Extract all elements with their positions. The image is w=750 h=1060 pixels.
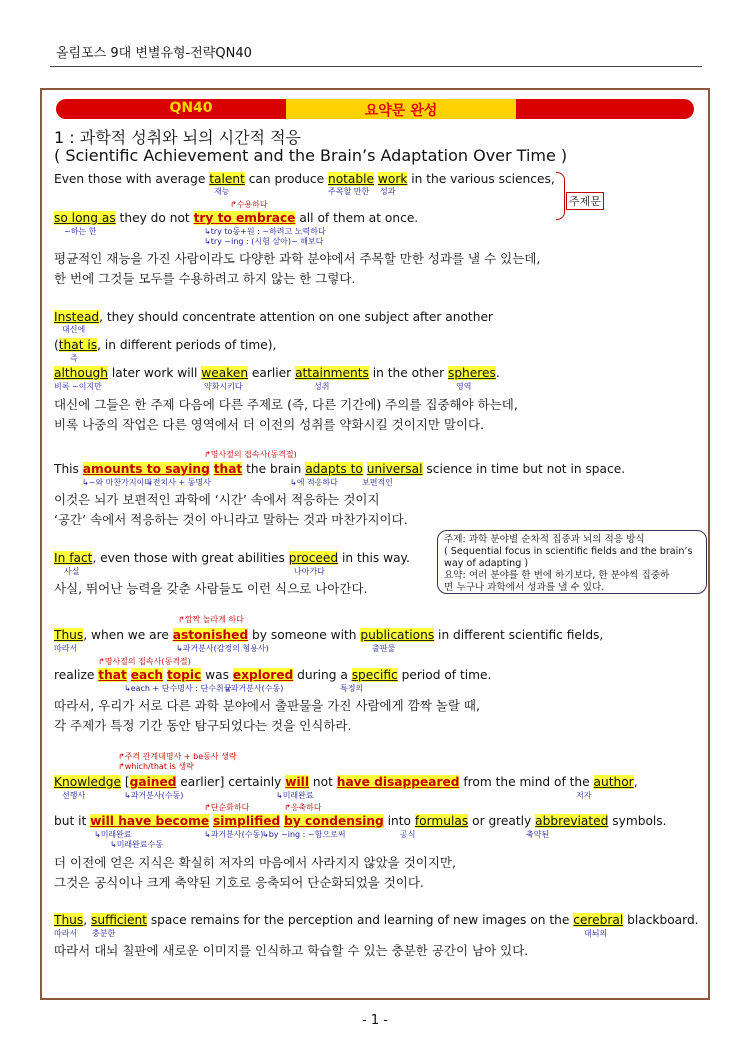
word-thus-2: Thus xyxy=(54,913,84,927)
p3-line1: This amounts to saying that the brain adapts to universal science in time but not in space. xyxy=(54,462,626,476)
gloss-each: ↳each + 단수명사 : 단수취급 xyxy=(124,684,232,693)
gloss-work: 성과 xyxy=(380,187,396,196)
gloss-weaken: 약화시키다 xyxy=(204,382,243,391)
word-try-to-embrace: try to embrace xyxy=(193,211,296,225)
word-that-2: that xyxy=(98,668,127,682)
word-proceed: proceed xyxy=(288,551,339,565)
gloss-so-long-as: ~하는 한 xyxy=(64,227,97,236)
p2-line1: Instead, they should concentrate attention on one subject after another xyxy=(54,310,493,324)
gloss-astonished: ↳과거분사(감정의 형용사) xyxy=(176,644,269,653)
p6-translation2: 그것은 공식이나 크게 축약된 기호로 응축되어 단순화되었을 것이다. xyxy=(54,875,424,890)
banner-title: 요약문 완성 xyxy=(364,103,438,119)
gloss-by-condensing: ↳by ~ing : ~함으로써 xyxy=(262,830,346,839)
p1-line1: Even those with average talent can produce notable work in the various sciences, xyxy=(54,172,555,186)
p1-line2: so long as they do not try to embrace all of them at once. xyxy=(54,211,419,225)
gloss-spheres: 영역 xyxy=(456,382,472,391)
word-explored: explored xyxy=(232,668,294,682)
word-thus: Thus xyxy=(54,628,84,642)
word-topic: topic xyxy=(166,668,202,682)
gloss-author: 저자 xyxy=(576,791,592,800)
word-astonished: astonished xyxy=(172,628,249,642)
passage-title-ko: 1 : 과학적 성취와 뇌의 시간적 적응 xyxy=(54,128,302,147)
gloss-will: ↳미래완료 xyxy=(276,791,314,800)
word-each: each xyxy=(130,668,164,682)
gloss-simplify: ↱단순화하다 xyxy=(204,803,250,812)
word-instead: Instead xyxy=(54,310,100,324)
gloss-gained: ↳과거분사(수동) xyxy=(124,791,184,800)
gloss-try1: ↳try to동+원 : ~하려고 노력하다 xyxy=(204,227,326,236)
word-sufficient: sufficient xyxy=(91,913,147,927)
summary-topic-en1: ( Sequential focus in scientific fields and the brain’s xyxy=(444,546,693,557)
word-formulas: formulas xyxy=(414,814,469,828)
word-although: although xyxy=(54,366,108,380)
gloss-amounts-to: ↳~와 마찬가지이다 xyxy=(82,478,153,487)
p5-line1: Thus, when we are astonished by someone with publications in different scientific fields, xyxy=(54,628,604,642)
word-notable: notable xyxy=(327,172,375,186)
summary-topic: 주제: 과학 분야별 순차적 집중과 뇌의 적응 방식 xyxy=(444,534,645,545)
document-header: 올림포스 9대 변별유형-전략QN40 xyxy=(56,46,252,61)
word-weaken: weaken xyxy=(201,366,249,380)
gloss-abbreviated: 축약된 xyxy=(526,830,550,839)
gloss-condense: ↱응축하다 xyxy=(284,803,322,812)
summary-gist1: 요약: 여러 분야를 한 번에 하기보다, 한 분야씩 집중하 xyxy=(444,570,670,581)
header-rule xyxy=(50,66,702,67)
p3-translation2: ‘공간’ 속에서 적응하는 것이 아니라고 말하는 것과 마찬가지이다. xyxy=(54,512,408,527)
p4-line1: In fact, even those with great abilities proceed in this way. xyxy=(54,551,410,565)
p1-translation2: 한 번에 그것들 모두를 수용하려고 하지 않는 한 그렇다. xyxy=(54,271,356,286)
word-amounts-to-saying: amounts to saying xyxy=(82,462,210,476)
gloss-which-omission: ↱which/that is 생략 xyxy=(118,762,194,771)
word-specific: specific xyxy=(351,668,398,682)
topic-label: 주제문 xyxy=(566,192,604,210)
gloss-sufficient: 충분한 xyxy=(92,929,116,938)
title-banner xyxy=(56,99,694,119)
word-spheres: spheres xyxy=(447,366,496,380)
summary-topic-en2: way of adapting ) xyxy=(444,558,529,569)
p5-translation1: 따라서, 우리가 서로 다른 과학 분야에서 출판물을 가진 사람에게 깜짝 놀랄 때, xyxy=(54,698,480,713)
gloss-will-have-passive: ↳미래완료수동 xyxy=(110,840,164,849)
p6-line1: Knowledge [gained earlier] certainly will not have disappeared from the mind of the author, xyxy=(54,775,638,789)
gloss-will-have: ↳미래완료 xyxy=(94,830,132,839)
word-knowledge: Knowledge xyxy=(54,775,121,789)
banner-code: QN40 xyxy=(169,100,213,116)
p2-translation1: 대신에 그들은 한 주제 다음에 다른 주제로 (즉, 다른 기간에) 주의를 집중해야 하는데, xyxy=(54,397,518,412)
p7-translation1: 따라서 대뇌 칠판에 새로운 이미지를 인식하고 학습할 수 있는 충분한 공간이 남아 있다. xyxy=(54,943,529,958)
gloss-thus-2: 따라서 xyxy=(54,929,78,938)
gloss-that-is: 즉 xyxy=(70,354,78,363)
summary-box xyxy=(437,530,707,594)
p5-line2: realize that each topic was explored during a specific period of time. xyxy=(54,668,492,682)
page-number: - 1 - xyxy=(362,1013,388,1028)
word-attainments: attainments xyxy=(295,366,369,380)
gloss-try2: ↳try ~ing : (시험 삼아)~ 해보다 xyxy=(204,237,324,246)
gloss-in-fact: 사실 xyxy=(64,567,80,576)
word-in-fact: In fact xyxy=(54,551,93,565)
word-will-have-become: will have become xyxy=(90,814,210,828)
word-that-is: that is xyxy=(58,338,98,352)
passage-title-en: ( Scientific Achievement and the Brain’s Adaptation Over Time ) xyxy=(54,146,568,165)
word-cerebral: cerebral xyxy=(573,913,624,927)
word-adapts-to: adapts to xyxy=(305,462,363,476)
word-that: that xyxy=(213,462,243,476)
gloss-formulas: 공식 xyxy=(400,830,416,839)
p5-translation2: 각 주제가 특정 기간 동안 탐구되었다는 것을 인식하라. xyxy=(54,718,352,733)
gloss-astonish: ↱깜짝 놀라게 하다 xyxy=(178,615,244,624)
word-have-disappeared: have disappeared xyxy=(336,775,460,789)
p4-translation1: 사실, 뛰어난 능력을 갖춘 사람들도 이런 식으로 나아간다. xyxy=(54,581,368,596)
p6-translation1: 더 이전에 얻은 지식은 확실히 저자의 마음에서 사라지지 않았을 것이지만, xyxy=(54,855,456,870)
gloss-relative-omission: ↱주격 관계대명사 + be동사 생략 xyxy=(118,752,237,761)
gloss-proceed: 나아가다 xyxy=(294,567,325,576)
gloss-attainments: 성취 xyxy=(314,382,330,391)
summary-gist2: 면 누구나 과학에서 성과를 낼 수 있다. xyxy=(444,582,605,593)
p6-line2: but it will have become simplified by condensing into formulas or greatly abbreviated symbols. xyxy=(54,814,667,828)
p1-translation1: 평균적인 재능을 가진 사람이라도 다양한 과학 분야에서 주목할 만한 성과를 낼 수 있는데, xyxy=(54,251,541,266)
gloss-instead: 대신에 xyxy=(62,325,86,334)
topic-bracket xyxy=(556,172,565,220)
p7-line1: Thus, sufficient space remains for the perception and learning of new images on the cerebral blackboard. xyxy=(54,913,699,927)
gloss-publications: 출판물 xyxy=(372,644,396,653)
gloss-explored: ↳과거분사(수동) xyxy=(224,684,284,693)
word-publications: publications xyxy=(360,628,435,642)
p2-line3: although later work will weaken earlier attainments in the other spheres. xyxy=(54,366,500,380)
word-by-condensing: by condensing xyxy=(284,814,384,828)
gloss-although: 비록 ~이지만 xyxy=(54,382,102,391)
p2-line2: (that is, in different periods of time), xyxy=(54,338,277,352)
word-talent: talent xyxy=(209,172,245,186)
gloss-specific: 특정의 xyxy=(340,684,364,693)
p2-translation2: 비록 나중의 작업은 다른 영역에서 더 이전의 성취를 약화시킬 것이지만 말이다. xyxy=(54,417,485,432)
gloss-that-clause: ↱명사절의 접속사(동격절) xyxy=(204,450,297,459)
gloss-simplified: ↳과거분사(수동) xyxy=(204,830,264,839)
gloss-thus: 따라서 xyxy=(54,644,78,653)
gloss-knowledge: 선행사 xyxy=(62,791,86,800)
gloss-adapts-to: ↳에 적응하다 xyxy=(290,478,338,487)
word-gained: gained xyxy=(129,775,177,789)
gloss-cerebral: 대뇌의 xyxy=(584,929,608,938)
gloss-universal: 보편적인 xyxy=(362,478,393,487)
p3-translation1: 이것은 뇌가 보편적인 과학에 ‘시간’ 속에서 적응하는 것이지 xyxy=(54,492,380,507)
gloss-talent: 재능 xyxy=(214,187,230,196)
gloss-embrace: ↱수용하다 xyxy=(230,200,268,209)
word-simplified: simplified xyxy=(212,814,281,828)
word-author: author xyxy=(593,775,634,789)
word-universal: universal xyxy=(366,462,423,476)
gloss-notable: 주목할 만한 xyxy=(328,187,370,196)
word-work: work xyxy=(377,172,408,186)
word-abbreviated: abbreviated xyxy=(535,814,609,828)
word-so-long-as: so long as xyxy=(54,211,116,225)
gloss-saying: ↳전치사 + 동명사 xyxy=(146,478,211,487)
word-will: will xyxy=(285,775,310,789)
gloss-that-clause-2: ↱명사절의 접속사(동격절) xyxy=(98,657,191,666)
